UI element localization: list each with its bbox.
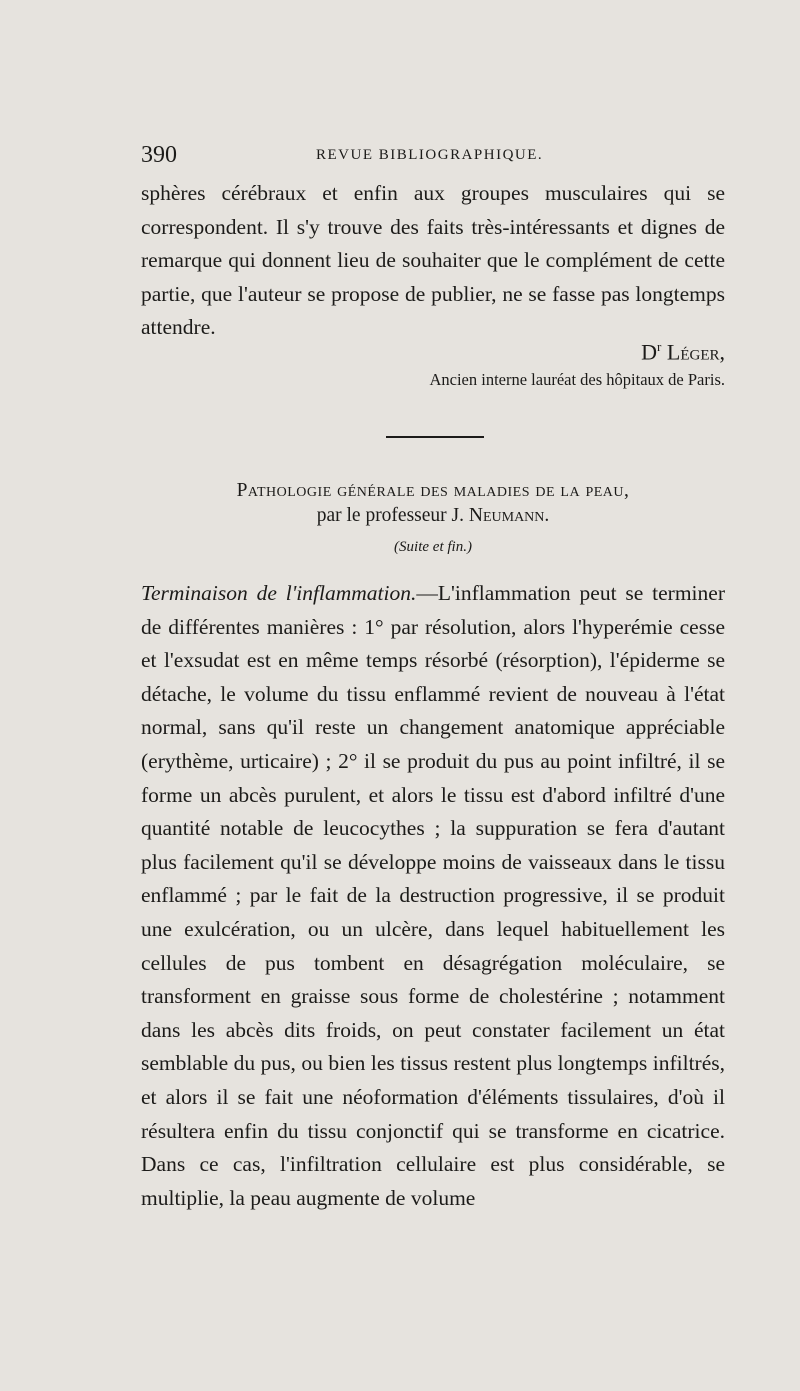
signature-prefix-sup: r [657,339,662,354]
byline-prefix: par le professeur J. [316,505,469,526]
author-affiliation: Ancien interne lauréat des hôpitaux de Paris. [429,370,725,389]
signature-prefix: D [641,339,658,365]
article-title: Pathologie générale des maladies de la peau, [236,480,630,501]
continued-paragraph [141,177,725,345]
body-paragraph [141,577,725,1215]
byline-author: Neumann. [468,505,550,526]
running-head: REVUE BIBLIOGRAPHIQUE. [316,147,544,163]
page-number: 390 [141,142,177,168]
article-byline [141,505,725,527]
body-text: —L'inflammation peut se terminer de différentes manières : 1° par résolution, alors l'hyperémie cesse et l'exsudat est en même temps résorbé (résorption), l'épiderme se détache, le volume du tissu enflammé revient de nouveau à l'état normal, sans qu'il reste un changement anatomique appréciable (erythème, urticaire) ; 2° il se produit du pus au point infiltré, il se forme un abcès purulent, et alors le tissu est d'abord infiltré d'une quantité notable de leucocythes ; la suppuration se fera d'autant plus facilement qu'il se développe moins de vaisseaux dans le tissu enflammé ; par le fait de la destruction progressive, il se produit une exulcération, ou un ulcère, dans lequel habituellement les cellules de pus tombent en désagrégation moléculaire, se transforment en graisse sous forme de cholestérine ; notamment dans les abcès dits froids, on peut constater facilement un état semblable du pus, ou bien les tissus restent plus longtemps infiltrés, et alors il se fait une néoformation d'éléments tissulaires, d'où il résultera enfin du tissu conjonctif qui se transforme en cicatrice. Dans ce cas, l'infiltration cellulaire est plus considérable, se multiplie, la peau augmente de volume [141,581,725,1210]
article-body [141,577,725,1215]
continuation-note: (Suite et fin.) [394,539,472,555]
page-header [141,142,725,176]
author-signature [141,339,725,365]
section-lead-italic: Terminaison de l'inflammation. [141,581,417,605]
signature-name: Léger, [666,339,725,365]
section-divider [386,436,484,438]
paragraph-text: sphères cérébraux et enfin aux groupes musculaires qui se correspondent. Il s'y trouve des faits très-intéressants et dignes de remarque qui donnent lieu de souhaiter que le complément de cette partie, que l'auteur se propose de publier, ne se fasse pas longtemps attendre. [141,181,725,339]
